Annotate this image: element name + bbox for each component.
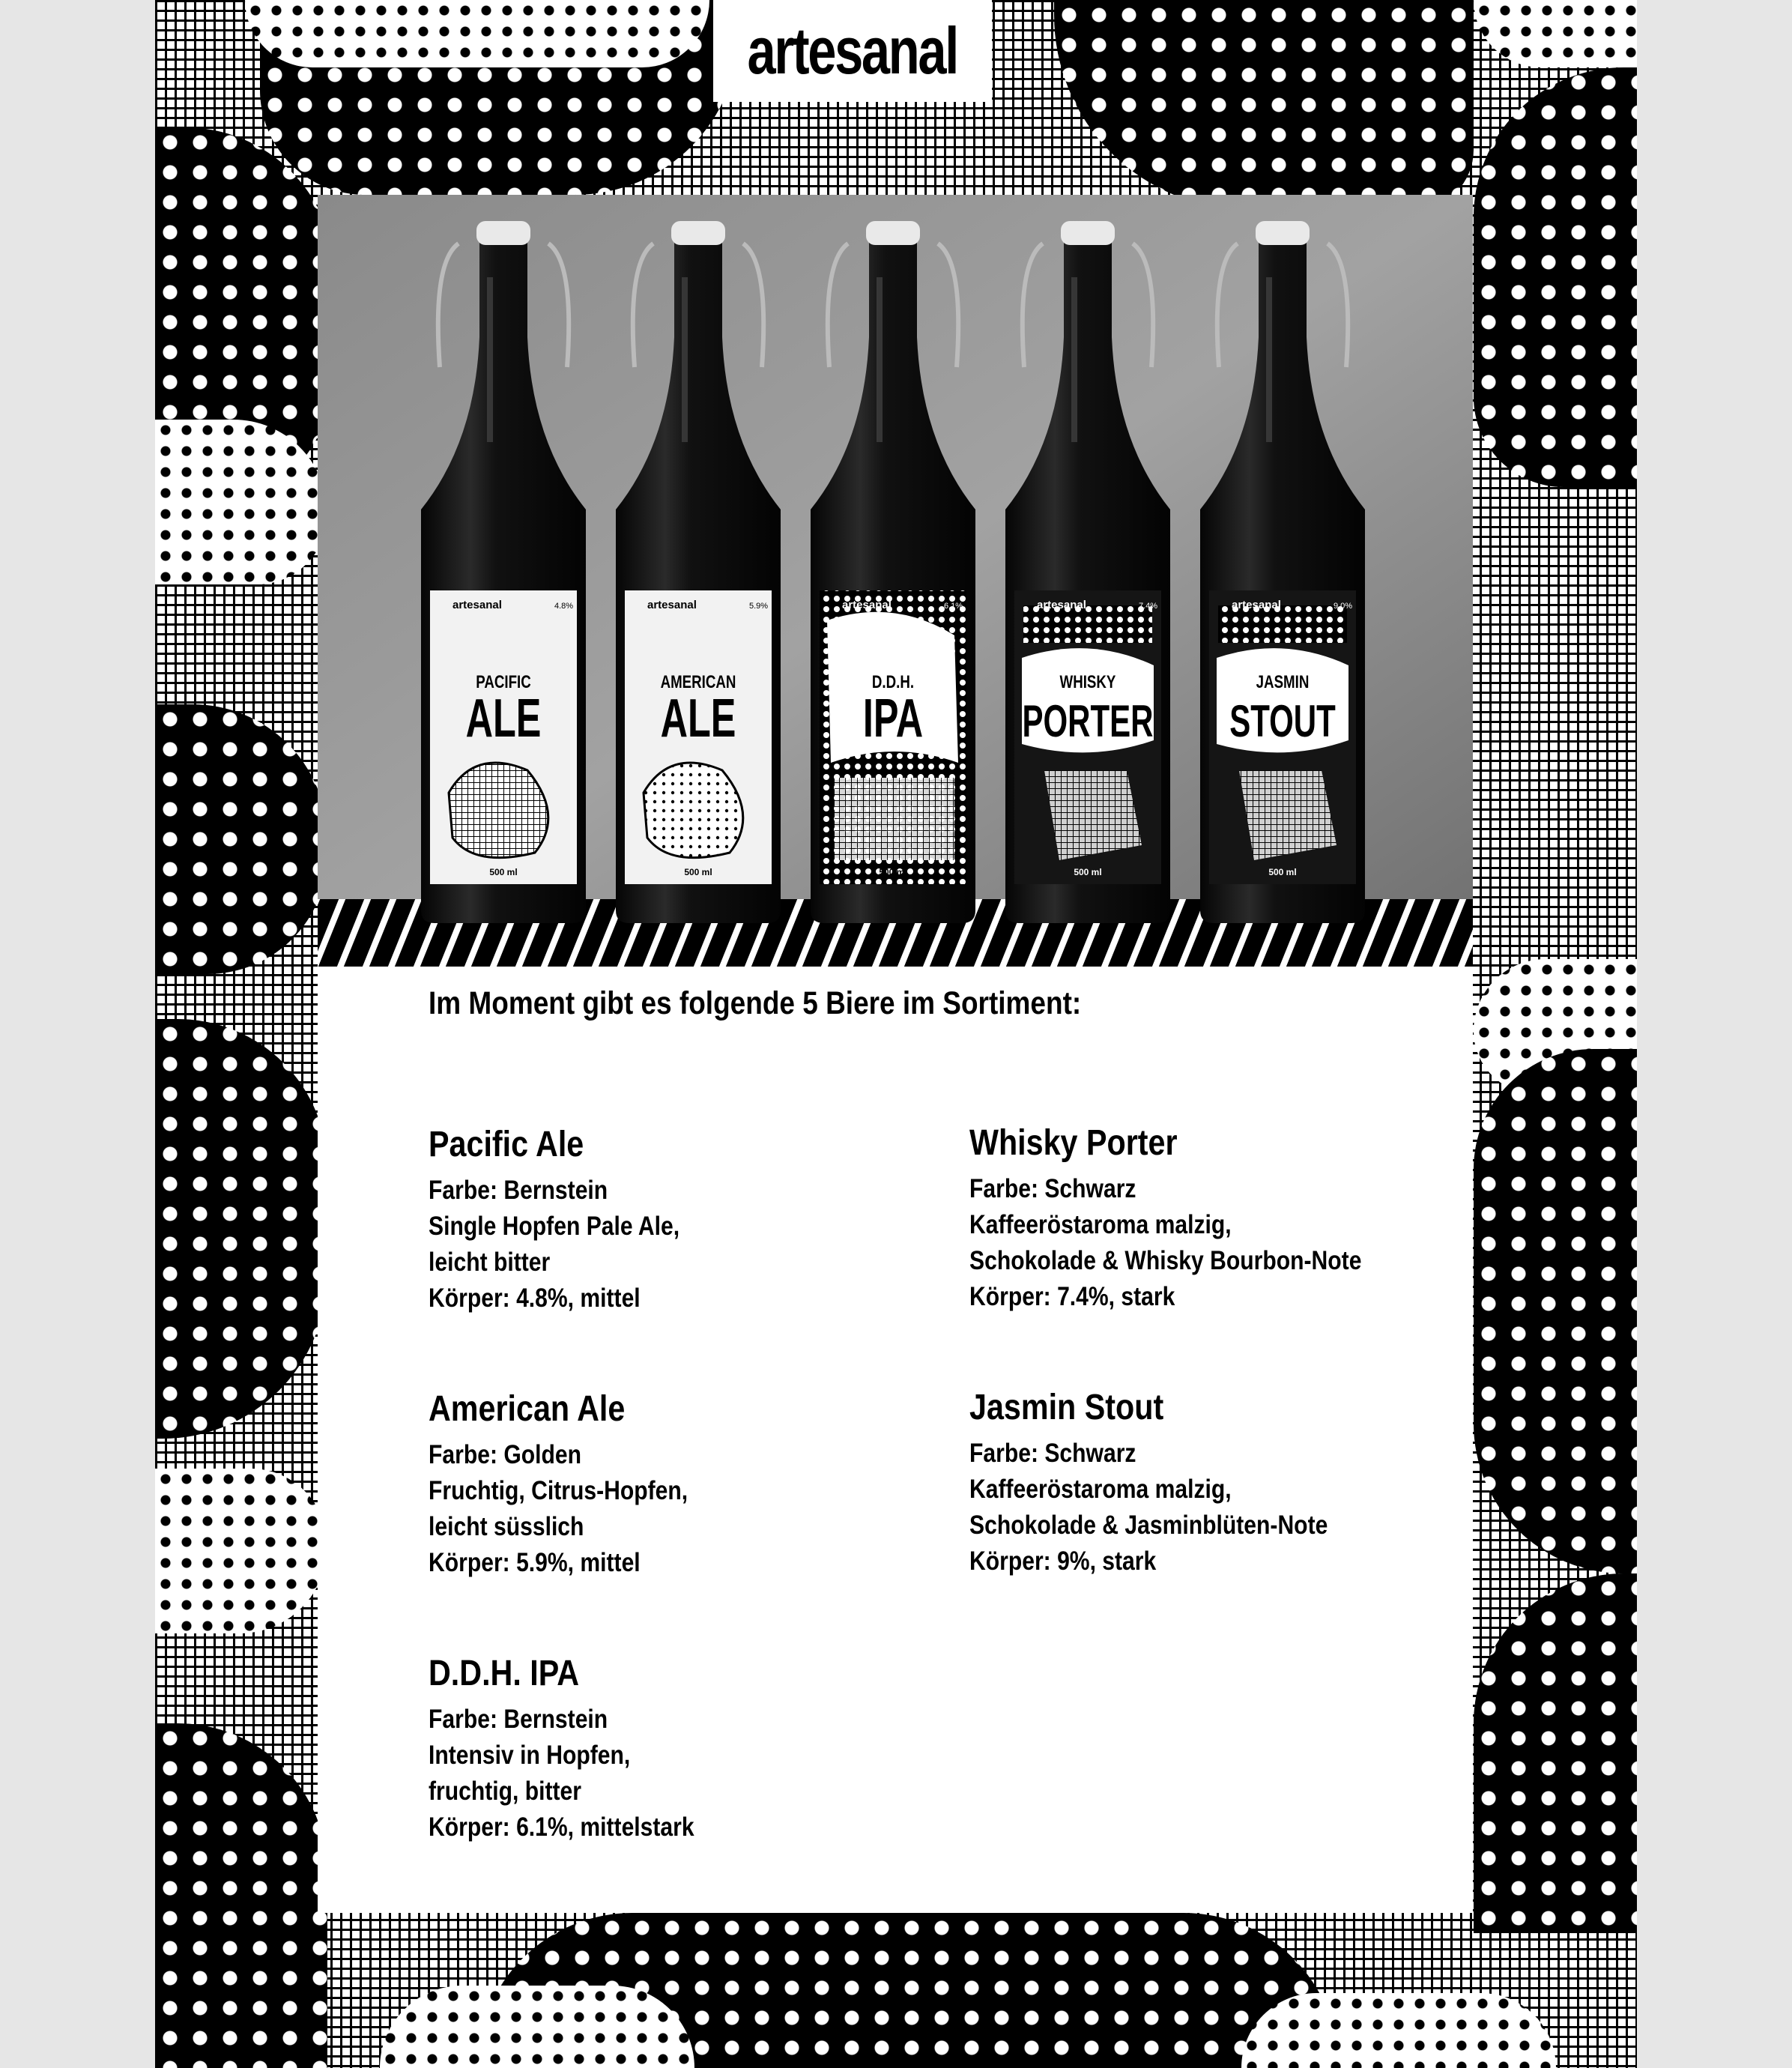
beer-desc: Schokolade & Whisky Bourbon-Note <box>969 1246 1362 1275</box>
label-line1: D.D.H. <box>871 671 915 692</box>
intro-text: Im Moment gibt es folgende 5 Biere im Sortiment: <box>429 985 1082 1021</box>
beer-body: Körper: 7.4%, stark <box>969 1282 1175 1311</box>
beer-body: Körper: 5.9%, mittel <box>429 1548 641 1577</box>
label-abv: 5.9% <box>749 602 769 611</box>
label-pattern-shape <box>449 763 548 858</box>
beer-name: D.D.H. IPA <box>429 1654 580 1693</box>
beer-desc: Kaffeeröstaroma malzig, <box>969 1210 1232 1239</box>
label-volume: 500 ml <box>879 867 907 877</box>
beer-desc: Schokolade & Jasminblüten-Note <box>969 1511 1328 1540</box>
content-panel <box>318 195 1473 1913</box>
beer-desc: Kaffeeröstaroma malzig, <box>969 1475 1232 1504</box>
label-volume: 500 ml <box>489 867 518 877</box>
glass-reflection <box>682 277 688 442</box>
label-volume: 500 ml <box>684 867 712 877</box>
bottle-cap <box>1061 221 1115 245</box>
label-abv: 4.8% <box>554 602 574 611</box>
label-abv: 7.4% <box>1139 602 1158 611</box>
beer-name: American Ale <box>429 1389 626 1429</box>
label-grid-shape <box>1239 770 1337 860</box>
background-small-dots-pattern <box>380 1986 694 2068</box>
label-line1: PACIFIC <box>476 671 531 692</box>
beer-body: Körper: 4.8%, mittel <box>429 1284 641 1313</box>
glass-reflection <box>1266 277 1272 442</box>
label-line1: JASMIN <box>1256 671 1310 692</box>
background-small-dots-pattern <box>245 0 709 67</box>
poster <box>155 0 1637 2068</box>
beer-desc: Fruchtig, Citrus-Hopfen, <box>429 1476 688 1505</box>
label-brand: artesanal <box>842 599 892 611</box>
beer-desc: leicht bitter <box>429 1248 551 1277</box>
background-dots-pattern <box>1474 1049 1637 1573</box>
beer-ddh-ipa <box>429 1653 908 1845</box>
beer-color: Farbe: Golden <box>429 1440 582 1469</box>
label-grid-shape <box>835 778 954 860</box>
label-brand: artesanal <box>647 599 697 611</box>
beer-american-ale <box>429 1388 908 1581</box>
label-volume: 500 ml <box>1268 867 1297 877</box>
beer-name: Jasmin Stout <box>969 1388 1164 1427</box>
beer-pacific-ale <box>429 1124 908 1316</box>
beer-bottles-photo <box>318 195 1473 967</box>
label-line1: AMERICAN <box>660 671 736 692</box>
label-brand: artesanal <box>452 599 502 611</box>
label-line2: ALE <box>660 689 736 749</box>
beer-desc: leicht süsslich <box>429 1512 584 1541</box>
beer-body: Körper: 9%, stark <box>969 1547 1157 1576</box>
beer-color: Farbe: Schwarz <box>969 1174 1136 1203</box>
logo-text: artesanal <box>747 13 958 88</box>
bottle-cap <box>1256 221 1310 245</box>
beer-desc: fruchtig, bitter <box>429 1777 582 1806</box>
beer-desc: Intensiv in Hopfen, <box>429 1741 631 1770</box>
label-volume: 500 ml <box>1074 867 1102 877</box>
label-pattern-shape <box>644 763 743 858</box>
label-line2: PORTER <box>1022 695 1154 746</box>
label-grid-shape <box>1044 770 1142 860</box>
beer-jasmin-stout <box>969 1387 1449 1579</box>
label-line2: STOUT <box>1229 695 1336 746</box>
glass-reflection <box>1071 277 1077 442</box>
glass-reflection <box>487 277 493 442</box>
beer-desc: Single Hopfen Pale Ale, <box>429 1212 680 1241</box>
label-abv: 9.0% <box>1334 602 1353 611</box>
label-brand: artesanal <box>1232 599 1281 611</box>
label-abv: 6.1% <box>944 602 963 611</box>
beer-name: Pacific Ale <box>429 1125 584 1164</box>
label-brand: artesanal <box>1037 599 1086 611</box>
label-line2: IPA <box>862 689 924 749</box>
background-small-dots-pattern <box>1241 1993 1556 2068</box>
label-line2: ALE <box>465 689 542 749</box>
bottle-cap <box>476 221 530 245</box>
beer-color: Farbe: Bernstein <box>429 1705 608 1734</box>
label-line1: WHISKY <box>1059 671 1116 692</box>
logo[interactable] <box>713 0 992 102</box>
beer-color: Farbe: Bernstein <box>429 1176 608 1205</box>
beer-bottles-image <box>318 195 1473 967</box>
beer-whisky-porter <box>969 1122 1449 1315</box>
beer-body: Körper: 6.1%, mittelstark <box>429 1812 694 1842</box>
glass-reflection <box>877 277 883 442</box>
bottle-cap <box>866 221 920 245</box>
bottle-cap <box>671 221 725 245</box>
beer-color: Farbe: Schwarz <box>969 1439 1136 1468</box>
beer-name: Whisky Porter <box>969 1123 1178 1163</box>
